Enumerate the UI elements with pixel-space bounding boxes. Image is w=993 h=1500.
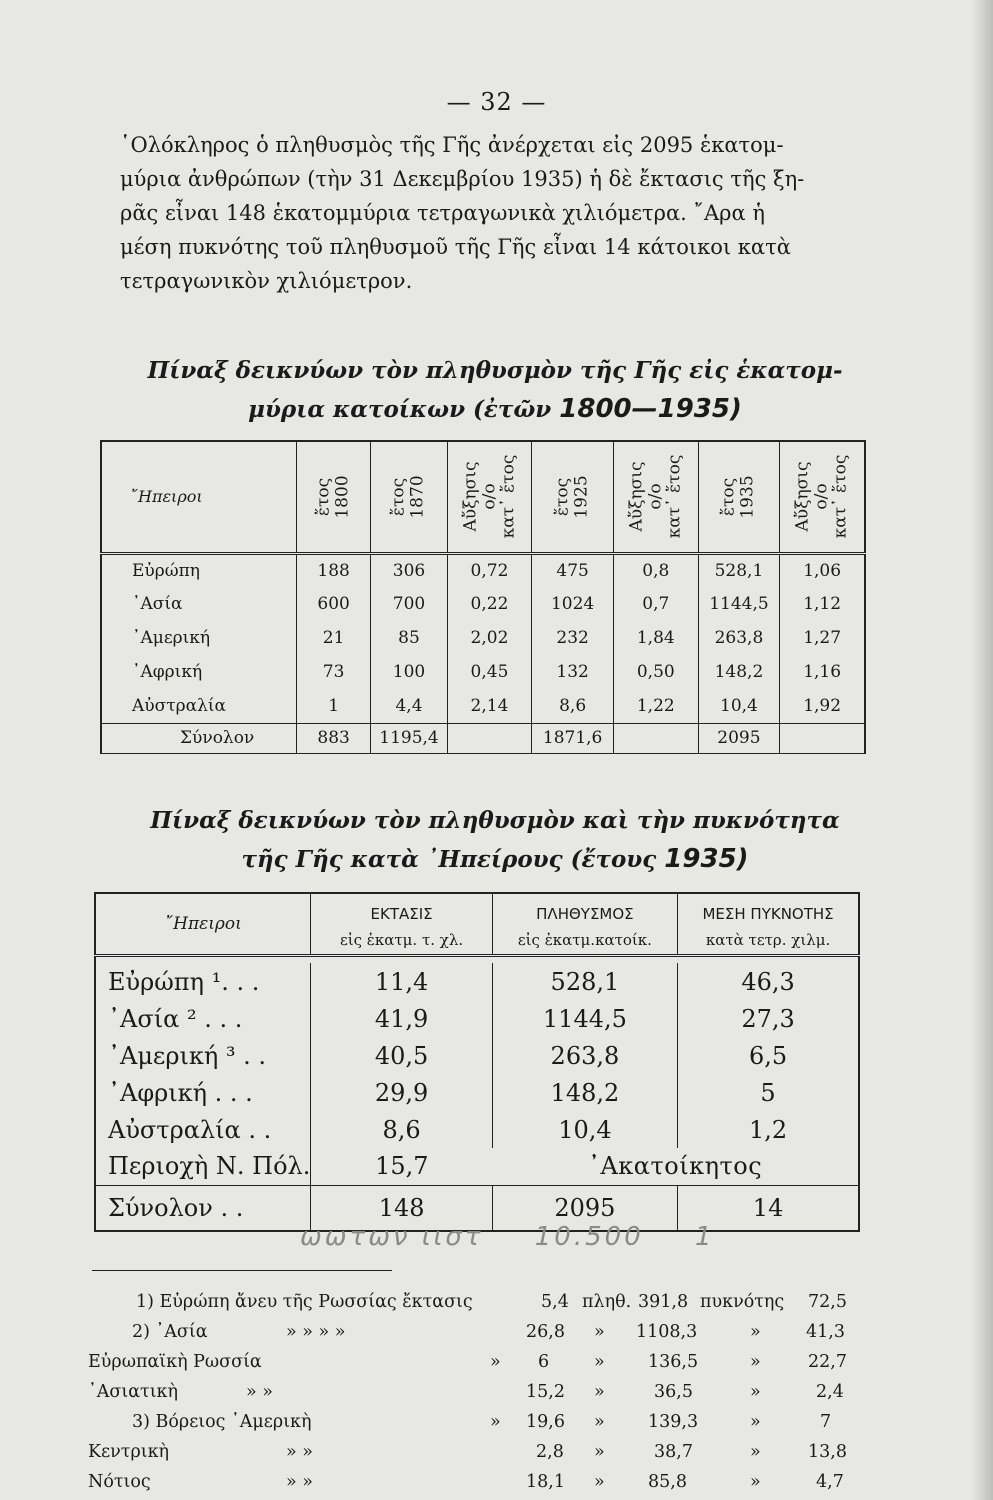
footnote-label: ᾽Ασιατικὴ — [88, 1382, 178, 1402]
footnotes — [86, 1292, 866, 1500]
footnote-population: 139,3 — [648, 1412, 699, 1432]
continent-name: Αὐστραλία — [101, 689, 296, 723]
table2-header-density: ΜΕΣΗ ΠΥΚΝΟΤΗΣ — [678, 893, 859, 927]
cell-growth1: 0,45 — [447, 655, 532, 689]
footnote-density: 7 — [820, 1412, 832, 1432]
footnote-area: 15,2 — [526, 1382, 565, 1402]
cell-1870: 85 — [371, 621, 447, 655]
footnote-ditto: » » » » — [286, 1322, 346, 1342]
cell-1870: 4,4 — [371, 689, 447, 723]
footnote-density: 72,5 — [808, 1292, 847, 1312]
continent-name: ᾽Ασία — [101, 587, 296, 621]
cell-density: 46,3 — [678, 963, 859, 1000]
table1-header-continent: ῎Ηπειροι — [101, 441, 296, 553]
table-row — [95, 1074, 859, 1111]
footnote-population: 391,8 — [638, 1292, 689, 1312]
footnote-tail: » — [750, 1352, 761, 1372]
total-1935: 2095 — [698, 723, 780, 753]
footnote-population: 36,5 — [654, 1382, 693, 1402]
total-1870: 1195,4 — [371, 723, 447, 753]
table1-header-growth3: Αὔξησις ο/ο κατ᾽ ἔτος — [780, 441, 865, 553]
cell-area: 29,9 — [311, 1074, 492, 1111]
continent-name: Αὐστραλία . . — [95, 1111, 311, 1148]
population-history-table — [100, 440, 866, 754]
cell-1935: 528,1 — [698, 553, 780, 587]
cell-1870: 100 — [371, 655, 447, 689]
cell-growth3: 1,27 — [780, 621, 865, 655]
cell-growth2: 1,84 — [613, 621, 698, 655]
population-density-table — [94, 892, 860, 1232]
cell-area: 15,7 — [311, 1148, 492, 1185]
table1-caption — [80, 352, 910, 429]
footnote-label: Εὐρωπαϊκὴ Ρωσσία — [88, 1352, 262, 1372]
table2-subheader-area: εἰς ἑκατμ. τ. χλ. — [311, 927, 492, 955]
footnote-label: Κεντρικὴ — [88, 1442, 170, 1462]
footnote-population: 1108,3 — [636, 1322, 698, 1342]
table2-caption-line1: Πίναξ δεικνύων τὸν πληθυσμὸν καὶ τὴν πυκνότητα — [150, 807, 840, 834]
cell-area: 11,4 — [311, 963, 492, 1000]
cell-1800: 600 — [296, 587, 371, 621]
cell-1800: 21 — [296, 621, 371, 655]
footnote-ditto: » » — [286, 1442, 313, 1462]
table-row — [95, 1000, 859, 1037]
footnote-row — [86, 1322, 866, 1352]
total-growth1-empty — [447, 723, 532, 753]
cell-growth3: 1,16 — [780, 655, 865, 689]
footnote-label: 2) ᾽Ασία — [132, 1322, 208, 1342]
footnote-density: 4,7 — [816, 1472, 844, 1492]
cell-area: 40,5 — [311, 1037, 492, 1074]
pencil-annotation — [300, 1222, 755, 1252]
footnote-row — [86, 1442, 866, 1472]
footnote-row — [86, 1412, 866, 1442]
pencil-mark: ωωτων ιιστ — [300, 1222, 484, 1252]
table2-subheader-density: κατὰ τετρ. χιλμ. — [678, 927, 859, 955]
continent-name: ᾽Αφρική — [101, 655, 296, 689]
total-label: Σύνολον . . — [95, 1185, 311, 1231]
cell-density: 6,5 — [678, 1037, 859, 1074]
table1-header-growth2: Αὔξησις ο/ο κατ᾽ ἔτος — [613, 441, 698, 553]
footnote-area: 5,4 — [541, 1292, 569, 1312]
cell-1800: 1 — [296, 689, 371, 723]
cell-density: 5 — [678, 1074, 859, 1111]
table1-caption-years: 1800—1935) — [559, 394, 742, 424]
table1-total-row — [101, 723, 865, 753]
cell-area: 8,6 — [311, 1111, 492, 1148]
cell-population: 10,4 — [492, 1111, 677, 1148]
footnote-population: 136,5 — [648, 1352, 699, 1372]
footnote-mid: » — [594, 1352, 605, 1372]
footnote-density: 41,3 — [806, 1322, 845, 1342]
cell-population: 263,8 — [492, 1037, 677, 1074]
table-row-antarctic — [95, 1148, 859, 1185]
table1-header-row — [101, 441, 865, 553]
footnote-row — [86, 1382, 866, 1412]
table-row — [95, 1037, 859, 1074]
footnote-ditto: » » — [286, 1472, 313, 1492]
pencil-mark: 10.500 — [534, 1222, 644, 1252]
cell-growth2: 0,8 — [613, 553, 698, 587]
table2-subheader-population: εἰς ἑκατμ.κατοίκ. — [492, 927, 677, 955]
table2-header-continent: ῎Ηπειροι — [95, 893, 311, 955]
footnote-label: 3) Βόρειος ῾Αμερικὴ — [132, 1412, 312, 1432]
cell-uninhabited: ᾽Ακατοίκητος — [492, 1148, 859, 1185]
page-number: — 32 — — [446, 88, 547, 116]
footnote-ditto: » — [490, 1352, 501, 1372]
cell-density: 1,2 — [678, 1111, 859, 1148]
cell-growth2: 0,50 — [613, 655, 698, 689]
table1-header-growth1: Αὔξησις ο/ο κατ᾽ ἔτος — [447, 441, 532, 553]
table1-caption-line1: Πίναξ δεικνύων τὸν πληθυσμὸν τῆς Γῆς εἰς ἑκατομ- — [147, 357, 843, 384]
continent-name: ᾽Ασία ² . . . — [95, 1000, 311, 1037]
cell-growth2: 1,22 — [613, 689, 698, 723]
pencil-mark: 1 — [695, 1222, 715, 1252]
table2-caption — [80, 802, 910, 879]
footnote-row — [86, 1352, 866, 1382]
cell-population: 1144,5 — [492, 1000, 677, 1037]
cell-growth3: 1,92 — [780, 689, 865, 723]
table1-header-1925: ἔτος 1925 — [532, 441, 614, 553]
intro-line: τετραγωνικὸν χιλιόμετρον. — [120, 269, 413, 293]
footnote-tail: » — [750, 1442, 761, 1462]
table1-header-1800: ἔτος 1800 — [296, 441, 371, 553]
total-growth2-empty — [613, 723, 698, 753]
footnote-mid: » — [594, 1382, 605, 1402]
cell-1935: 1144,5 — [698, 587, 780, 621]
cell-growth3: 1,06 — [780, 553, 865, 587]
table-row — [101, 655, 865, 689]
table-row — [95, 963, 859, 1000]
footnote-area: 6 — [538, 1352, 550, 1372]
cell-population: 528,1 — [492, 963, 677, 1000]
continent-name: ᾽Αμερική ³ . . — [95, 1037, 311, 1074]
table1-caption-line2 — [80, 390, 910, 429]
total-label: Σύνολον — [101, 723, 296, 753]
footnote-density: 22,7 — [808, 1352, 847, 1372]
footnote-tail: πυκνότης — [700, 1292, 785, 1312]
cell-area: 41,9 — [311, 1000, 492, 1037]
footnote-rule — [92, 1270, 392, 1271]
intro-line: ρᾶς εἶναι 148 ἑκατομμύρια τετραγωνικὰ χιλιόμετρα. ῎Αρα ἡ — [120, 201, 765, 225]
table2-header-area: ΕΚΤΑΣΙΣ — [311, 893, 492, 927]
cell-growth1: 0,72 — [447, 553, 532, 587]
continent-name: Εὐρώπη ¹. . . — [95, 963, 311, 1000]
continent-name: Εὐρώπη — [101, 553, 296, 587]
footnote-density: 2,4 — [816, 1382, 844, 1402]
total-1800: 883 — [296, 723, 371, 753]
footnote-tail: » — [750, 1322, 761, 1342]
footnote-mid: » — [594, 1412, 605, 1432]
footnote-row — [86, 1472, 866, 1500]
page-edge-shadow — [971, 0, 993, 1500]
total-1925: 1871,6 — [532, 723, 614, 753]
continent-name: ᾽Αμερική — [101, 621, 296, 655]
table2-header-population: ΠΛΗΘΥΣΜΟΣ — [492, 893, 677, 927]
table-row — [95, 1111, 859, 1148]
footnote-ditto: » — [490, 1412, 501, 1432]
intro-line: ῾Ολόκληρος ὁ πληθυσμὸς τῆς Γῆς ἀνέρχεται εἰς 2095 ἑκατομ- — [120, 133, 784, 157]
footnote-tail: » — [750, 1412, 761, 1432]
continent-name: ᾽Αφρική . . . — [95, 1074, 311, 1111]
footnote-label: Νότιος — [88, 1472, 151, 1492]
continent-name: Περιοχὴ Ν. Πόλ. — [95, 1148, 311, 1185]
table1-header-1870: ἔτος 1870 — [371, 441, 447, 553]
table-row — [101, 553, 865, 587]
footnote-ditto: » » — [246, 1382, 273, 1402]
footnote-area: 18,1 — [526, 1472, 565, 1492]
cell-1925: 8,6 — [532, 689, 614, 723]
footnote-population: 85,8 — [648, 1472, 687, 1492]
cell-growth1: 0,22 — [447, 587, 532, 621]
cell-1935: 263,8 — [698, 621, 780, 655]
footnote-mid: πληθ. — [582, 1292, 632, 1312]
footnote-tail: » — [750, 1382, 761, 1402]
footnote-area: 19,6 — [526, 1412, 565, 1432]
table1-header-1935: ἔτος 1935 — [698, 441, 780, 553]
cell-1925: 1024 — [532, 587, 614, 621]
cell-density: 27,3 — [678, 1000, 859, 1037]
total-population: 2095 — [492, 1185, 677, 1231]
intro-line: μύρια ἀνθρώπων (τὴν 31 Δεκεμβρίου 1935) ἡ δὲ ἔκτασις τῆς ξη- — [120, 167, 805, 191]
table2-caption-line2 — [80, 840, 910, 879]
intro-line: μέση πυκνότης τοῦ πληθυσμοῦ τῆς Γῆς εἶναι 14 κάτοικοι κατὰ — [120, 235, 791, 259]
cell-1935: 10,4 — [698, 689, 780, 723]
table2-caption-text: τῆς Γῆς κατὰ ᾽Ηπείρους (ἔτους — [241, 846, 657, 873]
total-area: 148 — [311, 1185, 492, 1231]
cell-1935: 148,2 — [698, 655, 780, 689]
cell-1800: 73 — [296, 655, 371, 689]
total-growth3-empty — [780, 723, 865, 753]
cell-growth3: 1,12 — [780, 587, 865, 621]
table2-caption-year: 1935) — [664, 844, 749, 874]
footnote-mid: » — [594, 1442, 605, 1462]
footnote-mid: » — [594, 1472, 605, 1492]
table-row — [101, 621, 865, 655]
footnote-density: 13,8 — [808, 1442, 847, 1462]
footnote-label: 1) Εὐρώπη ἄνευ τῆς Ρωσσίας ἔκτασις — [136, 1292, 473, 1312]
footnote-area: 2,8 — [536, 1442, 564, 1462]
footnote-mid: » — [594, 1322, 605, 1342]
footnote-tail: » — [750, 1472, 761, 1492]
cell-growth1: 2,14 — [447, 689, 532, 723]
footnote-area: 26,8 — [526, 1322, 565, 1342]
cell-1870: 306 — [371, 553, 447, 587]
cell-1925: 475 — [532, 553, 614, 587]
cell-growth2: 0,7 — [613, 587, 698, 621]
footnote-population: 38,7 — [654, 1442, 693, 1462]
table2-header-row — [95, 893, 859, 927]
cell-1870: 700 — [371, 587, 447, 621]
cell-1800: 188 — [296, 553, 371, 587]
cell-population: 148,2 — [492, 1074, 677, 1111]
footnote-row — [86, 1292, 866, 1322]
intro-paragraph — [120, 128, 880, 298]
table-row — [101, 689, 865, 723]
total-density: 14 — [678, 1185, 859, 1231]
table1-caption-text: μύρια κατοίκων (ἐτῶν — [248, 396, 552, 423]
cell-1925: 232 — [532, 621, 614, 655]
cell-growth1: 2,02 — [447, 621, 532, 655]
cell-1925: 132 — [532, 655, 614, 689]
table-row — [101, 587, 865, 621]
